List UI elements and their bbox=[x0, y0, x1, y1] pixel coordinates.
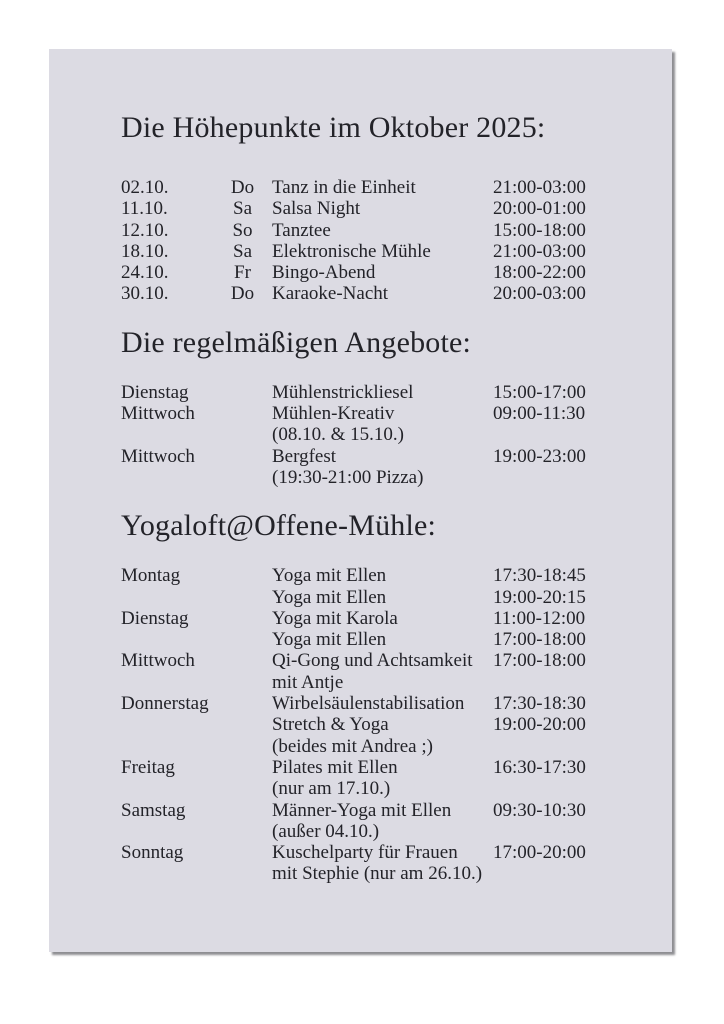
event-weekday: So bbox=[232, 219, 253, 241]
event-time: 20:00-01:00 bbox=[493, 198, 586, 220]
event-day: Freitag bbox=[121, 756, 175, 778]
event-note: (außer 04.10.) bbox=[272, 820, 380, 842]
event-name: Karaoke-Nacht bbox=[272, 283, 389, 305]
event-day: Dienstag bbox=[121, 607, 189, 629]
section-title-regular-offers: Die regelmäßigen Angebote: bbox=[121, 325, 472, 359]
event-name: Yoga mit Karola bbox=[272, 607, 398, 629]
event-day bbox=[121, 821, 272, 842]
event-day: Mittwoch bbox=[121, 650, 195, 672]
section-regular-offers bbox=[121, 325, 632, 488]
event-time: 18:00-22:00 bbox=[493, 262, 586, 284]
event-day bbox=[121, 587, 272, 608]
event-date: 11.10. bbox=[121, 198, 168, 220]
event-date: 18.10. bbox=[121, 240, 169, 262]
event-time bbox=[493, 467, 632, 488]
event-name: Männer-Yoga mit Ellen bbox=[272, 799, 452, 821]
section-title-highlights: Die Höhepunkte im Oktober 2025: bbox=[121, 111, 546, 144]
event-day bbox=[121, 736, 272, 757]
event-time: 17:00-18:00 bbox=[493, 629, 586, 651]
event-time bbox=[493, 672, 632, 693]
event-time: 19:00-20:00 bbox=[493, 714, 586, 736]
event-name: Mühlenstrickliesel bbox=[272, 381, 414, 403]
event-day: Samstag bbox=[121, 799, 186, 821]
event-day bbox=[121, 467, 272, 488]
event-time: 21:00-03:00 bbox=[493, 177, 586, 198]
event-time: 19:00-20:15 bbox=[493, 586, 586, 608]
event-note: mit Stephie (nur am 26.10.) bbox=[272, 863, 483, 885]
event-day: Donnerstag bbox=[121, 693, 209, 715]
event-time: 15:00-17:00 bbox=[493, 381, 586, 403]
event-date: 30.10. bbox=[121, 283, 169, 305]
event-day bbox=[121, 424, 272, 445]
event-note: mit Antje bbox=[272, 671, 344, 693]
event-name: Stretch & Yoga bbox=[272, 714, 389, 736]
event-time: 11:00-12:00 bbox=[493, 607, 586, 629]
event-name: Tanz in die Einheit bbox=[272, 177, 416, 198]
event-day bbox=[121, 672, 272, 693]
regular-offers-schedule bbox=[121, 382, 632, 488]
event-date: 12.10. bbox=[121, 219, 169, 241]
event-name: Tanztee bbox=[272, 219, 331, 241]
event-day: Sonntag bbox=[121, 842, 184, 864]
event-name: Bergfest bbox=[272, 445, 337, 467]
section-title-yogaloft: Yogaloft@Offene-Mühle: bbox=[121, 509, 437, 543]
event-note: (08.10. & 15.10.) bbox=[272, 424, 404, 446]
event-time bbox=[493, 863, 632, 884]
event-time: 17:30-18:30 bbox=[493, 693, 586, 715]
event-time: 20:00-03:00 bbox=[493, 283, 586, 305]
event-time bbox=[493, 821, 632, 842]
event-name: Elektronische Mühle bbox=[272, 240, 431, 262]
event-date: 24.10. bbox=[121, 262, 169, 284]
event-day bbox=[121, 863, 272, 884]
event-weekday: Sa bbox=[233, 240, 252, 262]
event-name: Salsa Night bbox=[272, 198, 361, 220]
event-note: (19:30-21:00 Pizza) bbox=[272, 466, 424, 488]
event-name: Yoga mit Ellen bbox=[272, 565, 387, 587]
event-day bbox=[121, 714, 272, 735]
yogaloft-schedule bbox=[121, 565, 632, 884]
highlights-schedule bbox=[121, 177, 632, 305]
event-time: 16:30-17:30 bbox=[493, 756, 586, 778]
event-note: (beides mit Andrea ;) bbox=[272, 735, 433, 757]
event-day bbox=[121, 778, 272, 799]
event-name: Kuschelparty für Frauen bbox=[272, 842, 458, 864]
event-time bbox=[493, 736, 632, 757]
event-note: (nur am 17.10.) bbox=[272, 778, 391, 800]
event-name: Bingo-Abend bbox=[272, 262, 376, 284]
section-yogaloft bbox=[121, 508, 632, 884]
event-name: Pilates mit Ellen bbox=[272, 756, 398, 778]
event-time: 21:00-03:00 bbox=[493, 240, 586, 262]
event-name: Qi-Gong und Achtsamkeit bbox=[272, 650, 473, 672]
section-highlights bbox=[121, 110, 632, 305]
event-day: Montag bbox=[121, 565, 181, 587]
event-time: 17:00-20:00 bbox=[493, 842, 586, 864]
event-time bbox=[493, 424, 632, 445]
event-name: Yoga mit Ellen bbox=[272, 629, 387, 651]
event-name: Wirbelsäulenstabilisation bbox=[272, 693, 465, 715]
event-time bbox=[493, 778, 632, 799]
event-time: 15:00-18:00 bbox=[493, 219, 586, 241]
event-day: Mittwoch bbox=[121, 403, 195, 425]
event-name: Mühlen-Kreativ bbox=[272, 403, 395, 425]
event-time: 09:00-11:30 bbox=[493, 403, 586, 425]
event-day: Mittwoch bbox=[121, 445, 195, 467]
event-flyer-card bbox=[49, 49, 672, 952]
event-weekday: Do bbox=[230, 177, 255, 198]
event-time: 09:30-10:30 bbox=[493, 799, 586, 821]
event-day bbox=[121, 629, 272, 650]
event-time: 19:00-23:00 bbox=[493, 445, 586, 467]
event-date: 02.10. bbox=[121, 177, 169, 198]
event-weekday: Sa bbox=[233, 198, 252, 220]
event-time: 17:00-18:00 bbox=[493, 650, 586, 672]
event-day: Dienstag bbox=[121, 381, 189, 403]
event-weekday: Do bbox=[230, 283, 255, 305]
event-weekday: Fr bbox=[234, 262, 251, 284]
event-time: 17:30-18:45 bbox=[493, 565, 586, 587]
event-name: Yoga mit Ellen bbox=[272, 586, 387, 608]
